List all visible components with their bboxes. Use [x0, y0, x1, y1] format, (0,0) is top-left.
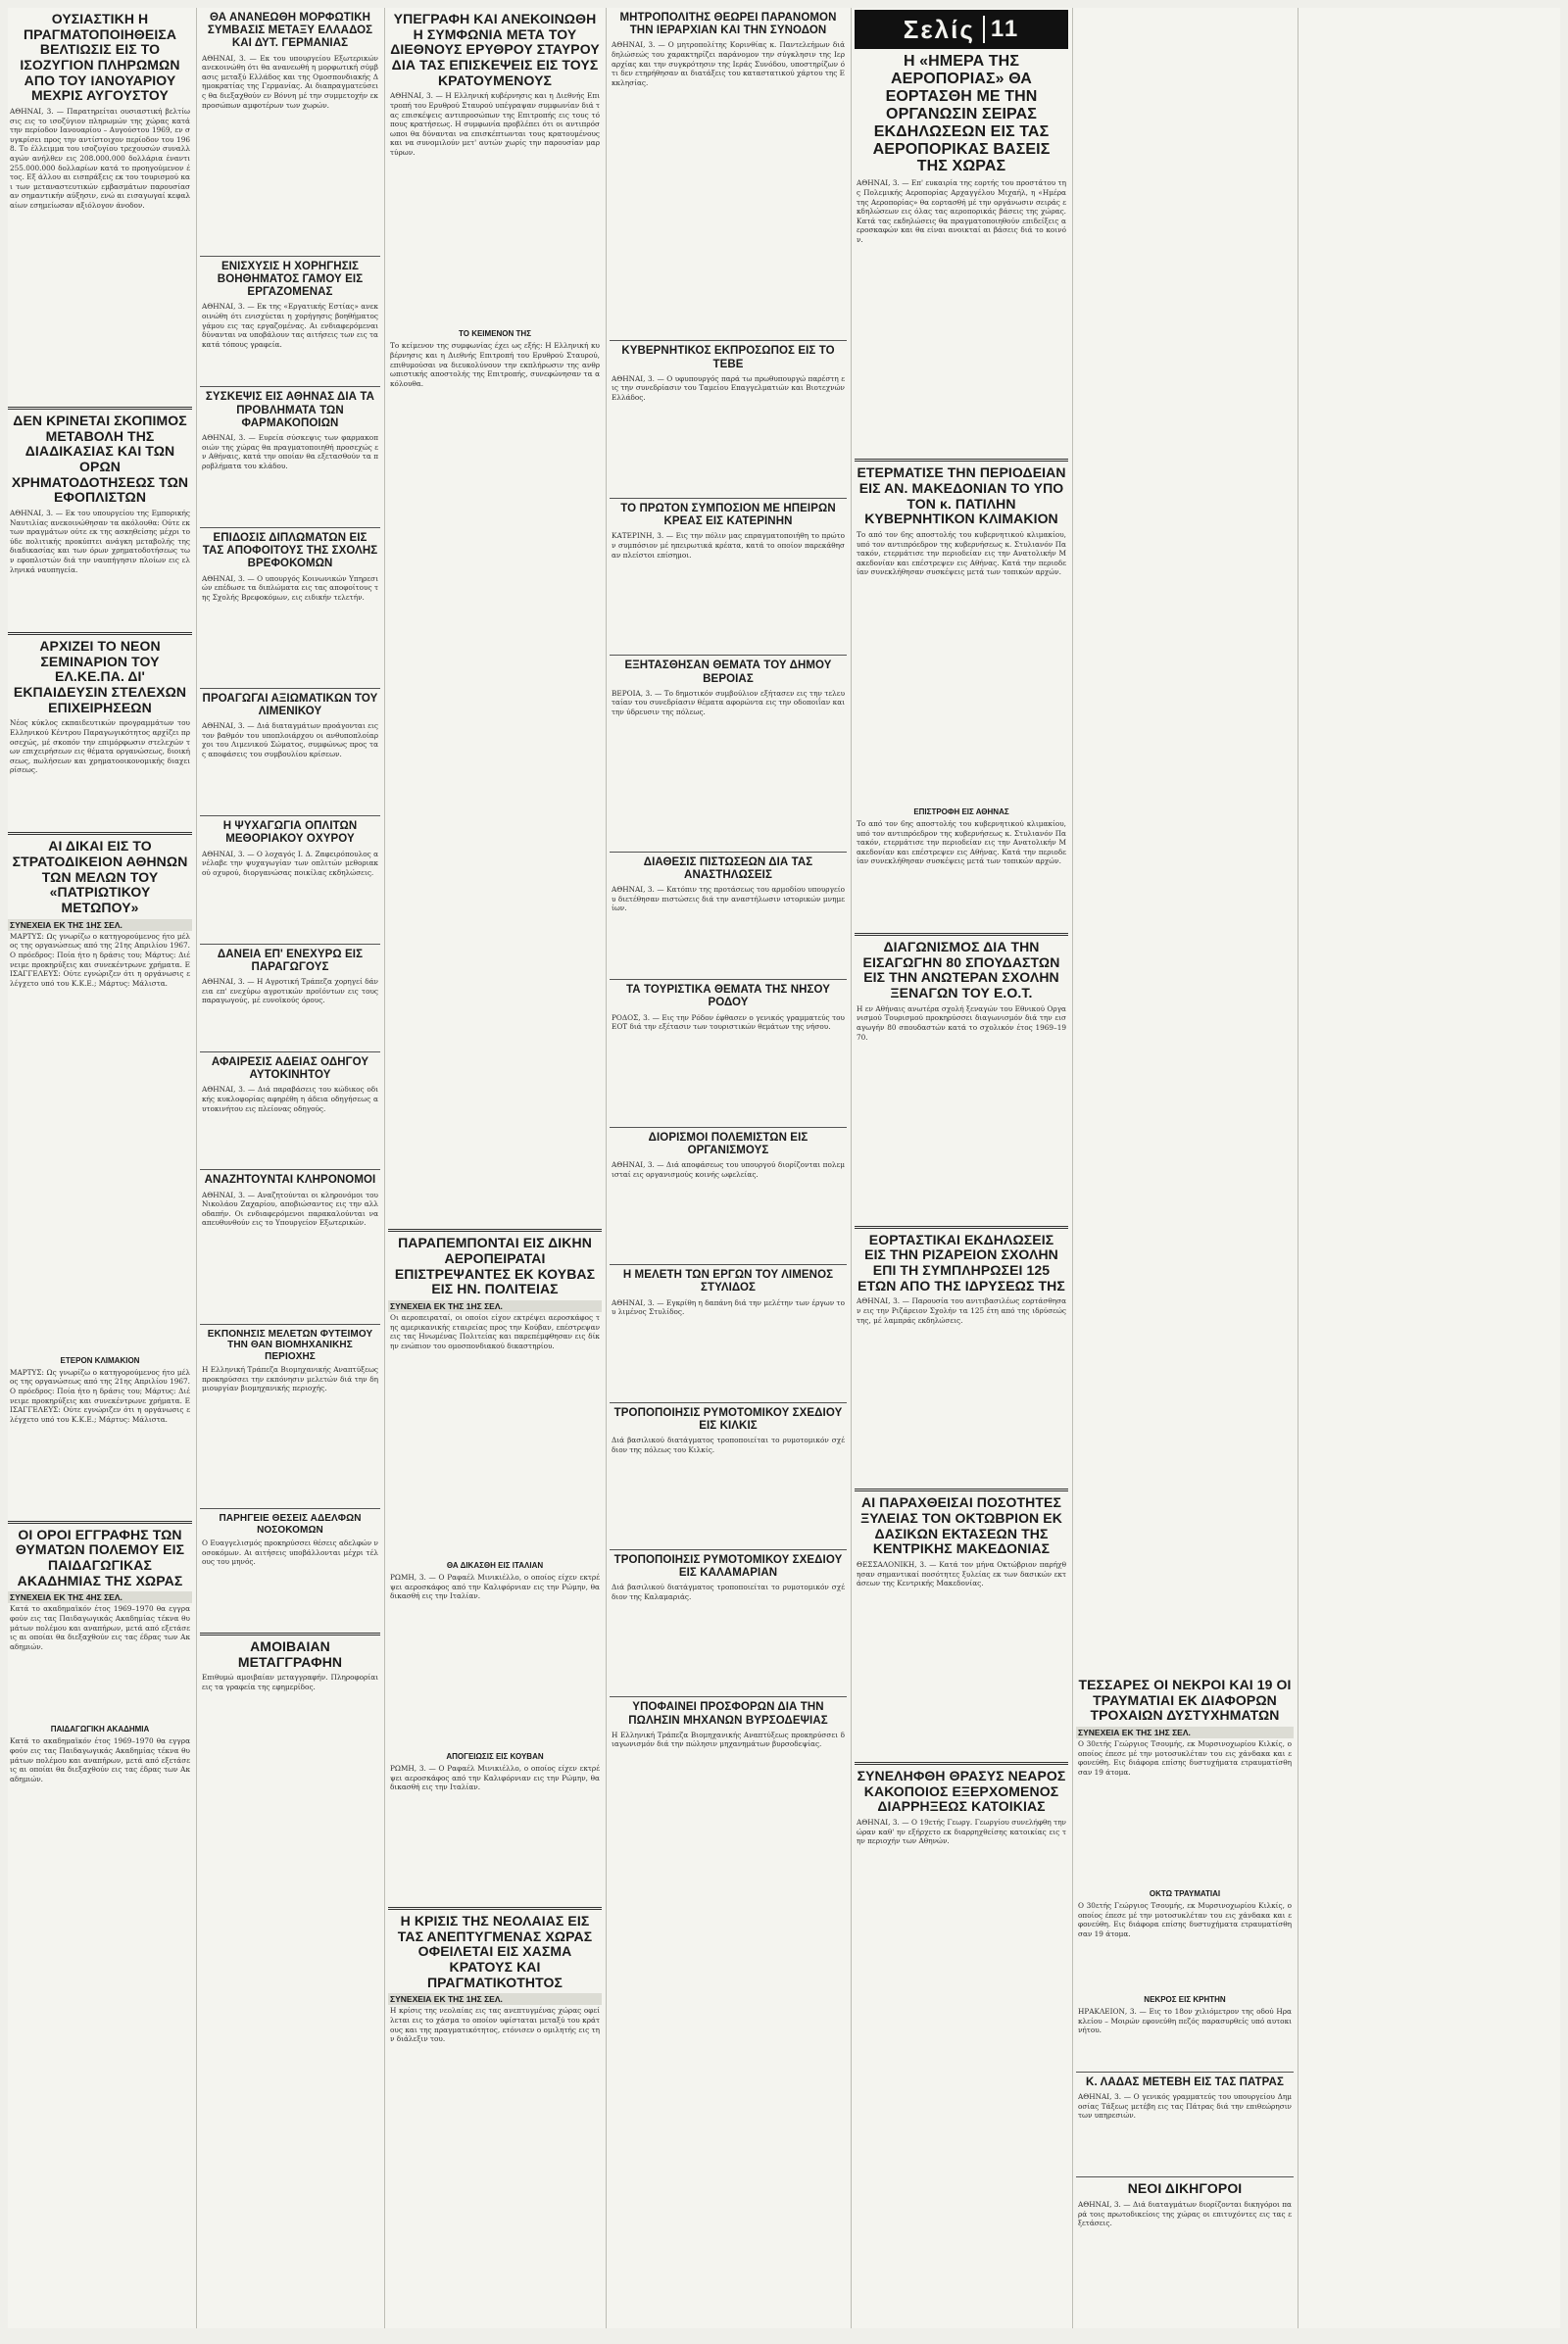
article-body: ΑΘΗΝΑΙ, 3. — Η Αγροτική Τράπεζα χορηγεί δάνεια επ' ενεχύρω αγροτικών προϊόντων εις τους παραγωγούς, μέ ευνοϊκούς όρους.: [202, 976, 378, 1005]
divider: [855, 1762, 1068, 1765]
article-stylida-port: [610, 1269, 847, 1395]
article-coastguard-promotions: [200, 693, 380, 809]
headline: ΕΚΠΟΝΗΣΙΣ ΜΕΛΕΤΩΝ ΦΥΤΕΙΜΟΥ ΤΗΝ ΘΑΝ ΒΙΟΜΗΧΑΝΙΚΗΣ ΠΕΡΙΟΧΗΣ: [207, 1328, 373, 1362]
article-license-revoked: [200, 1056, 380, 1163]
article-body: ΗΡΑΚΛΕΙΟΝ, 3. — Εις το 18ον χιλιόμετρον της οδού Ηρακλείου – Μοιρών εφονεύθη πεζός παρασυρθείς υπό αυτοκινήτου.: [1078, 2007, 1292, 2035]
headline: ΕΟΡΤΑΣΤΙΚΑΙ ΕΚΔΗΛΩΣΕΙΣ ΕΙΣ ΤΗΝ ΡΙΖΑΡΕΙΟΝ ΣΧΟΛΗΝ ΕΠΙ ΤΗ ΣΥΜΠΛΗΡΩΣΕΙ 125 ΕΤΩΝ ΑΠΟ ΤΗΣ ΙΔΡΥΣΕΩΣ ΤΗΣ: [858, 1231, 1065, 1294]
article-tannery-machines: [610, 1701, 847, 2024]
article-body: ΑΘΗΝΑΙ, 3. — Ο γενικός γραμματεύς του υπουργείου Δημοσίας Τάξεως μετέβη εις τας Πάτρας διά την επιθεώρησιν των υπηρεσιών.: [1078, 2092, 1292, 2121]
article-body: ΑΘΗΝΑΙ, 3. — Ο λοχαγός Ι. Δ. Ζαφειρόπουλος ανέλαβε την ψυχαγωγίαν των οπλιτών μεθοριακού οχυρού, διοργανώσας ποικίλας εκδηλώσεις.: [202, 849, 378, 877]
article-pledge-loans: [200, 949, 380, 1046]
article-body: Η Ελληνική Τράπεζα Βιομηχανικής Αναπτύξεως προκηρύσσει διαγωνισμόν διά την πώλησιν μηχανημάτων βυρσοδεψίας.: [612, 1730, 845, 1749]
spacer: [1076, 8, 1294, 1674]
article-veria-municipality: [610, 659, 847, 845]
article-kalamaria-plan: [610, 1554, 847, 1690]
article-guides-school: [855, 940, 1068, 1220]
article-body: ΑΘΗΝΑΙ, 3. — Η Ελληνική κυβέρνησις και η Διεθνής Επιτροπή του Ερυθρού Σταυρού υπέγραψαν συμφωνίαν διά τας επισκέψεις αντιπροσώπων της Επιτροπής εις τους τόπους κρατήσεως. Η συμφωνία προβλέπει ότι οι αντιπρόσωποι θα δύνανται να επισκέπτωνται τους κρατουμένους και να συνομιλούν μετ' αυτών χωρίς την παρουσίαν μαρτύρων.: [390, 91, 600, 157]
headline: ΤΕΣΣΑΡΕΣ ΟΙ ΝΕΚΡΟΙ ΚΑΙ 19 ΟΙ ΤΡΑΥΜΑΤΙΑΙ ΕΚ ΔΙΑΦΟΡΩΝ ΤΡΟΧΑΙΩΝ ΔΥΣΤΥΧΗΜΑΤΩΝ: [1078, 1677, 1292, 1724]
divider: [610, 340, 847, 341]
continued-label: ΣΥΝΕΧΕΙΑ ΕΚ ΤΗΣ 1ΗΣ ΣΕΛ.: [388, 1300, 602, 1312]
headline: ΑΙ ΔΙΚΑΙ ΕΙΣ ΤΟ ΣΤΡΑΤΟΔΙΚΕΙΟΝ ΑΘΗΝΩΝ ΤΩΝ ΜΕΛΩΝ ΤΟΥ «ΠΑΤΡΙΩΤΙΚΟΥ ΜΕΤΩΠΟΥ»: [12, 838, 188, 916]
headline: ΣΥΣΚΕΨΙΣ ΕΙΣ ΑΘΗΝΑΣ ΔΙΑ ΤΑ ΠΡΟΒΛΗΜΑΤΑ ΤΩΝ ΦΑΡΜΑΚΟΠΟΙΩΝ: [205, 391, 375, 429]
article-air-force-day: [855, 53, 1068, 453]
article-war-victims-academies: [8, 1528, 192, 1894]
article-body: ΑΘΗΝΑΙ, 3. — Διά παραβάσεις του κώδικος οδικής κυκλοφορίας αφηρέθη η άδεια οδηγήσεως αυτοκινήτου εις πλείονας οδηγούς.: [202, 1085, 378, 1113]
article-katerini-symposium: [610, 503, 847, 649]
continued-label: ΣΥΝΕΧΕΙΑ ΕΚ ΤΗΣ 1ΗΣ ΣΕΛ.: [1076, 1727, 1294, 1738]
column-3: [384, 8, 602, 2328]
article-body: Διά βασιλικού διατάγματος τροποποιείται το ρυμοτομικόν σχέδιον της πόλεως του Κιλκίς.: [612, 1435, 845, 1454]
article-body: Το από τον 6ης αποστολής του κυβερνητικού κλιμακίου, υπό τον αντιπρόεδρον της κυβερνήσεως κ. Στυλιανόν Πατακόν, ετερμάτισε την περιοδείαν εις την Ανατολικήν Μακεδονίαν και επέστρεψεν εις Αθήνας. Κατά την περιοδείαν συνεκλήθησαν συσκέψεις μετά των τοπικών αρχών.: [857, 530, 1066, 577]
article-body: ΑΘΗΝΑΙ, 3. — Εκ του υπουργείου της Εμπορικής Ναυτιλίας ανεκοινώθησαν τα ακόλουθα: Ούτε εκ των πραγμάτων ούτε εκ της ασκηθείσης μέχρι τούδε πολιτικής προκύπτει ανάγκη μεταβολής της διαδικασίας και των όρων χρηματοδοτήσεως των εφοπλιστών διά την ναυπήγησιν πλοίων εις ελληνικά ναυπηγεία.: [10, 509, 190, 574]
divider: [200, 815, 380, 816]
article-body: Το από τον 6ης αποστολής του κυβερνητικού κλιμακίου, υπό τον αντιπρόεδρον της κυβερνήσεως κ. Στυλιανόν Πατακόν, ετερμάτισε την περιοδείαν εις την Ανατολικήν Μακεδονίαν και επέστρεψεν εις Αθήνας. Κατά την περιοδείαν συνεκλήθησαν συσκέψεις μετά των τοπικών αρχών.: [857, 819, 1066, 866]
article-nurses-positions: [200, 1513, 380, 1627]
article-body: Κατά το ακαδημαϊκόν έτος 1969–1970 θα εγγραφούν εις τας Παιδαγωγικάς Ακαδημίας τέκνα θυμάτων πολέμου και αναπήρων, μετά από εξετάσεις αι οποίαι θα διεξαχθούν εις τας έδρας των Ακαδημιών.: [10, 1736, 190, 1783]
headline: ΑΜΟΙΒΑΙΑΝ ΜΕΤΑΓΓΡΑΦΗΝ: [237, 1638, 343, 1670]
column-7: [1298, 8, 1556, 2328]
subheading: ΠΑΙΔΑΓΩΓΙΚΗ ΑΚΑΔΗΜΙΑ: [50, 1725, 150, 1734]
article-body: Οι αεροπειραταί, οι οποίοι είχον εκτρέψει αεροσκάφος της αμερικανικής εταιρείας προς την Κούβαν, επέστρεψαν εις τας Ηνωμένας Πολιτείας και παρεπέμφθησαν εις δίκην ενώπιον του ομοσπονδιακού δικαστηρίου.: [390, 1313, 600, 1350]
headline: ΤΡΟΠΟΠΟΙΗΣΙΣ ΡΥΜΟΤΟΜΙΚΟΥ ΣΧΕΔΙΟΥ ΕΙΣ ΚΙΛΚΙΣ: [613, 1406, 843, 1432]
article-body: Ο Ευαγγελισμός προκηρύσσει θέσεις αδελφών νοσοκόμων. Αι αιτήσεις υποβάλλονται μέχρι τέλους του μηνός.: [202, 1538, 378, 1567]
column-1: [8, 8, 192, 2328]
headline: ΟΙ ΟΡΟΙ ΕΓΓΡΑΦΗΣ ΤΩΝ ΘΥΜΑΤΩΝ ΠΟΛΕΜΟΥ ΕΙΣ ΠΑΙΔΑΓΩΓΙΚΑΣ ΑΚΑΔΗΜΙΑΣ ΤΗΣ ΧΩΡΑΣ: [15, 1526, 185, 1588]
article-rhodes-tourism: [610, 984, 847, 1120]
article-body: ΑΘΗΝΑΙ, 3. — Ο 19ετής Γεωργ. Γεωργίου συνελήφθη την ώραν καθ' ην εξήρχετο εκ διαρρηχθείσης κατοικίας εις την περιοχήν των Αθηνών.: [857, 1818, 1066, 1846]
headline: ΑΡΧΙΖΕΙ ΤΟ ΝΕΟΝ ΣΕΜΙΝΑΡΙΟΝ ΤΟΥ ΕΛ.ΚΕ.ΠΑ. ΔΙ' ΕΚΠΑΙΔΕΥΣΙΝ ΣΤΕΛΕΧΩΝ ΕΠΙΧΕΙΡΗΣΕΩΝ: [13, 638, 187, 715]
divider: [1076, 2072, 1294, 2073]
headline: ΕΠΙΔΟΣΙΣ ΔΙΠΛΩΜΑΤΩΝ ΕΙΣ ΤΑΣ ΑΠΟΦΟΙΤΟΥΣ ΤΗΣ ΣΧΟΛΗΣ ΒΡΕΦΟΚΟΜΩΝ: [202, 531, 378, 570]
headline: Η «ΗΜΕΡΑ ΤΗΣ ΑΕΡΟΠΟΡΙΑΣ» ΘΑ ΕΟΡΤΑΣΘΗ ΜΕ ΤΗΝ ΟΡΓΑΝΩΣΙΝ ΣΕΙΡΑΣ ΕΚΔΗΛΩΣΕΩΝ ΕΙΣ ΤΑΣ ΑΕΡΟΠΟΡΙΚΑΣ ΒΑΣΕΙΣ ΤΗΣ ΧΩΡΑΣ: [872, 53, 1051, 175]
article-body: ΑΘΗΝΑΙ, 3. — Εκ του υπουργείου Εξωτερικών ανεκοινώθη ότι θα ανανεωθή η μορφωτική σύμβασις μεταξύ Ελλάδος και της Ομοσπονδιακής Δημοκρατίας της Γερμανίας. Αι διαπραγματεύσεις θα διεξαχθούν εν Βόννη μέ την συμμετοχήν εκπροσώπων αμφοτέρων των χωρών.: [202, 53, 378, 110]
article-shipowners-finance: [8, 414, 192, 626]
headline: ΕΞΗΤΑΣΘΗΣΑΝ ΘΕΜΑΤΑ ΤΟΥ ΔΗΜΟΥ ΒΕΡΟΙΑΣ: [624, 659, 832, 685]
divider: [388, 1229, 602, 1232]
article-patras-visit: [1076, 2076, 1294, 2171]
article-rizarios-school: [855, 1233, 1068, 1484]
article-court-martial: [8, 839, 192, 1514]
divider: [8, 407, 192, 410]
article-body: ΑΘΗΝΑΙ, 3. — Εγκρίθη η δαπάνη διά την μελέτην των έργων του λιμένος Στυλίδος.: [612, 1297, 845, 1317]
masthead-title: Σελίς: [903, 14, 975, 44]
divider: [610, 1264, 847, 1265]
divider: [200, 1508, 380, 1509]
divider: [1076, 2176, 1294, 2177]
divider: [388, 1907, 602, 1910]
headline: Η ΚΡΙΣΙΣ ΤΗΣ ΝΕΟΛΑΙΑΣ ΕΙΣ ΤΑΣ ΑΝΕΠΤΥΓΜΕΝΑΣ ΧΩΡΑΣ ΟΦΕΙΛΕΤΑΙ ΕΙΣ ΧΑΣΜΑ ΚΡΑΤΟΥΣ ΚΑΙ ΠΡΑΓΜΑΤΙΚΟΤΗΤΟΣ: [397, 1913, 593, 1990]
divider: [200, 386, 380, 387]
headline: ΑΦΑΙΡΕΣΙΣ ΑΔΕΙΑΣ ΟΔΗΓΟΥ ΑΥΤΟΚΙΝΗΤΟΥ: [211, 1055, 369, 1082]
article-new-lawyers: [1076, 2181, 1294, 2298]
headline: ΑΙ ΠΑΡΑΧΘΕΙΣΑΙ ΠΟΣΟΤΗΤΕΣ ΞΥΛΕΙΑΣ ΤΟΝ ΟΚΤΩΒΡΙΟΝ ΕΚ ΔΑΣΙΚΩΝ ΕΚΤΑΣΕΩΝ ΤΗΣ ΚΕΝΤΡΙΚΗΣ ΜΑΚΕΔΟΝΙΑΣ: [860, 1494, 1062, 1557]
article-body: ΡΩΜΗ, 3. — Ο Ραφαέλ Μινικιέλλο, ο οποίος είχεν εκτρέψει αεροσκάφος από την Καλιφόρνιαν εις την Ρώμην, θα δικασθή εις την Ιταλίαν.: [390, 1764, 600, 1792]
divider: [610, 1549, 847, 1550]
divider: [610, 1402, 847, 1403]
article-soldiers-entertainment: [200, 820, 380, 937]
article-body: ΜΑΡΤΥΣ: Ως γνωρίζω ο κατηγορούμενος ήτο μέλος της οργανώσεως από της 21ης Απριλίου 1967. Ο πρόεδρος: Ποία ήτο η δράσις του; Μάρτυς: Διένειμε προκηρύξεις και συνεκέντρωνε χρήματα. ΕΙΣΑΓΓΕΛΕΥΣ: Ούτε εγνώριζεν ότι η οργάνωσις ελέγχετο υπό του Κ.Κ.Ε.; Μάρτυς: Μάλιστα.: [10, 931, 190, 988]
continued-label: ΣΥΝΕΧΕΙΑ ΕΚ ΤΗΣ 1ΗΣ ΣΕΛ.: [8, 919, 192, 931]
headline: Η ΨΥΧΑΓΩΓΙΑ ΟΠΛΙΤΩΝ ΜΕΘΟΡΙΑΚΟΥ ΟΧΥΡΟΥ: [222, 820, 358, 846]
article-crete-death: [1076, 1995, 1294, 2066]
article-body: ΑΘΗΝΑΙ, 3. — Ο μητροπολίτης Κορινθίας κ. Παντελεήμων διά δηλώσεώς του χαρακτηρίζει παράνομον την σύγκλησιν της Ιεραρχίας και την συγκρότησιν της Ιεράς Συνόδου, υποστηρίζων ότι δεν ετηρήθησαν αι διατάξεις του καταστατικού χάρτου της Εκκλησίας.: [612, 40, 845, 87]
article-traffic-accidents: [1076, 1678, 1294, 1989]
headline: ΔΑΝΕΙΑ ΕΠ' ΕΝΕΧΥΡΩ ΕΙΣ ΠΑΡΑΓΩΓΟΥΣ: [217, 948, 364, 973]
article-red-cross-agreement: [388, 12, 602, 1223]
article-body: ΑΘΗΝΑΙ, 3. — Διά διαταγμάτων διορίζονται δικηγόροι παρά τοις πρωτοδικείοις της χώρας οι επιτυχόντες εις τας εξετάσεις.: [1078, 2199, 1292, 2228]
headline: ΜΗΤΡΟΠΟΛΙΤΗΣ ΘΕΩΡΕΙ ΠΑΡΑΝΟΜΟΝ ΤΗΝ ΙΕΡΑΡΧΙΑΝ ΚΑΙ ΤΗΝ ΣΥΝΟΔΟΝ: [619, 12, 837, 37]
article-body: ΑΘΗΝΑΙ, 3. — Διά διαταγμάτων προάγονται εις τον βαθμόν του υποπλοιάρχου οι ανθυποπλοίαρχοι του Λιμενικού Σώματος, συμφώνως προς τας αποφάσεις του συμβουλίου κρίσεων.: [202, 721, 378, 758]
article-body: Ο 30ετής Γεώργιος Τσουμής, εκ Μυρσινοχωρίου Κιλκίς, ο οποίος έπεσε μέ την μοτοσυκλέταν του εις χάνδακα και εφονεύθη. Εις διάφορα επίσης δυστυχήματα ετραυματίσθησαν 19 άτομα.: [1078, 1739, 1292, 1777]
article-body: Νέος κύκλος εκπαιδευτικών προγραμμάτων του Ελληνικού Κέντρου Παραγωγικότητος αρχίζει προσεχώς, μέ σκοπόν την επιμόρφωσιν στελεχών των επιχειρήσεων εις θέματα οργανώσεως, διοικήσεως, πωλήσεων και χρηματοοικονομικής διαχειρίσεως.: [10, 718, 190, 775]
headline: Κ. ΛΑΔΑΣ ΜΕΤΕΒΗ ΕΙΣ ΤΑΣ ΠΑΤΡΑΣ: [1086, 2076, 1284, 2089]
article-youth-crisis: [388, 1914, 602, 2202]
divider: [610, 498, 847, 499]
divider: [610, 979, 847, 980]
article-body: ΑΘΗΝΑΙ, 3. — Παρατηρείται ουσιαστική βελτίωσις εις το ισοζύγιον πληρωμών της χώρας κατά την περίοδον Ιανουαρίου – Αυγούστου 1969, εν συγκρίσει προς την αντίστοιχον περίοδον του 1968. Το έλλειμμα του ισοζυγίου τρεχουσών συναλλαγών ανήλθεν εις 208.000.000 δολλάρια έναντι 255.000.000 δολλαρίων κατά το προηγούμενον έτος. Εξ άλλου αι εισπράξεις εκ του τουρισμού και των μεταναστευτικών εμβασμάτων παρουσίασαν σημαντικήν αύξησιν, ενώ αι εισαγωγαί κεφαλαίων εσημείωσαν αξιόλογον άνοδον.: [10, 107, 190, 210]
headline: ΣΥΝΕΛΗΦΘΗ ΘΡΑΣΥΣ ΝΕΑΡΟΣ ΚΑΚΟΠΟΙΟΣ ΕΞΕΡΧΟΜΕΝΟΣ ΔΙΑΡΡΗΞΕΩΣ ΚΑΤΟΙΚΙΑΣ: [857, 1768, 1066, 1815]
column-5: [851, 8, 1068, 2328]
column-6: [1072, 8, 1294, 2328]
article-nursery-diplomas: [200, 532, 380, 682]
divider: [855, 1489, 1068, 1491]
article-body: ΘΕΣΣΑΛΟΝΙΚΗ, 3. — Κατά τον μήνα Οκτώβριον παρήχθησαν σημαντικαί ποσότητες ξυλείας εκ των δασικών εκτάσεων της Κεντρικής Μακεδονίας.: [857, 1560, 1066, 1588]
spacer: [1301, 8, 1556, 2328]
subheading: ΘΑ ΔΙΚΑΣΘΗ ΕΙΣ ΙΤΑΛΙΑΝ: [446, 1561, 544, 1571]
divider: [200, 688, 380, 689]
headline: ΝΕΟΙ ΔΙΚΗΓΟΡΟΙ: [1127, 2180, 1243, 2197]
headline: ΔΙΑΘΕΣΙΣ ΠΙΣΤΩΣΕΩΝ ΔΙΑ ΤΑΣ ΑΝΑΣΤΗΛΩΣΕΙΣ: [643, 855, 813, 881]
subheading: ΕΠΙΣΤΡΟΦΗ ΕΙΣ ΑΘΗΝΑΣ: [913, 807, 1009, 817]
divider: [200, 1169, 380, 1170]
article-government-tour: [855, 465, 1068, 927]
article-body: ΑΘΗΝΑΙ, 3. — Ο υφυπουργός παρά τω πρωθυπουργώ παρέστη εις την συνεδρίασιν του Ταμείου Επαγγελματιών και Βιοτεχνών Ελλάδος.: [612, 373, 845, 403]
headline: ΠΡΟΑΓΩΓΑΙ ΑΞΙΩΜΑΤΙΚΩΝ ΤΟΥ ΛΙΜΕΝΙΚΟΥ: [202, 692, 378, 717]
article-body: Ο 30ετής Γεώργιος Τσουμής, εκ Μυρσινοχωρίου Κιλκίς, ο οποίος έπεσε μέ την μοτοσυκλέταν του εις χάνδακα και εφονεύθη. Εις διάφορα επίσης δυστυχήματα ετραυματίσθησαν 19 άτομα.: [1078, 1901, 1292, 1938]
page-masthead: [855, 10, 1068, 49]
article-body: Το κείμενον της συμφωνίας έχει ως εξής: Η Ελληνική κυβέρνησις και η Διεθνής Επιτροπή του Ερυθρού Σταυρού, επιθυμούσαι να διευκολύνουν την εκπλήρωσιν της ανθρωπιστικής αποστολής της Επιτροπής, συνεφώνησαν τα ακόλουθα.: [390, 341, 600, 388]
divider: [855, 933, 1068, 936]
subheading: ΑΠΟΓΕΙΩΣΙΣ ΕΙΣ ΚΟΥΒΑΝ: [446, 1752, 544, 1762]
headline: ΤΑ ΤΟΥΡΙΣΤΙΚΑ ΘΕΜΑΤΑ ΤΗΣ ΝΗΣΟΥ ΡΟΔΟΥ: [625, 984, 831, 1009]
headline: ΔΙΑΓΩΝΙΣΜΟΣ ΔΙΑ ΤΗΝ ΕΙΣΑΓΩΓΗΝ 80 ΣΠΟΥΔΑΣΤΩΝ ΕΙΣ ΤΗΝ ΑΝΩΤΕΡΑΝ ΣΧΟΛΗΝ ΞΕΝΑΓΩΝ ΤΟΥ Ε.Ο.Τ.: [862, 939, 1060, 1001]
article-tebe: [610, 345, 847, 491]
headline: ΚΥΒΕΡΝΗΤΙΚΟΣ ΕΚΠΡΟΣΩΠΟΣ ΕΙΣ ΤΟ ΤΕΒΕ: [621, 345, 835, 370]
headline: ΕΝΙΣΧΥΣΙΣ Η ΧΟΡΗΓΗΣΙΣ ΒΟΗΘΗΜΑΤΟΣ ΓΑΜΟΥ ΕΙΣ ΕΡΓΑΖΟΜΕΝΑΣ: [217, 260, 364, 299]
subheading: ΝΕΚΡΟΣ ΕΙΣ ΚΡΗΤΗΝ: [1144, 1995, 1226, 2005]
article-body: ΑΘΗΝΑΙ, 3. — Κατόπιν της προτάσεως του αρμοδίου υπουργείου διετέθησαν πιστώσεις διά την αναστήλωσιν ιστορικών μνημείων.: [612, 885, 845, 913]
divider: [855, 1226, 1068, 1229]
article-burglar-arrested: [855, 1769, 1068, 2112]
continued-label: ΣΥΝΕΧΕΙΑ ΕΚ ΤΗΣ 4ΗΣ ΣΕΛ.: [8, 1591, 192, 1603]
article-kilkis-plan: [610, 1407, 847, 1543]
headline: ΟΥΣΙΑΣΤΙΚΗ Η ΠΡΑΓΜΑΤΟΠΟΙΗΘΕΙΣΑ ΒΕΛΤΙΩΣΙΣ ΕΙΣ ΤΟ ΙΣΟΖΥΓΙΟΝ ΠΛΗΡΩΜΩΝ ΑΠΟ ΤΟΥ ΙΑΝΟΥΑΡΙΟΥ ΜΕΧΡΙΣ ΑΥΓΟΥΣΤΟΥ: [20, 11, 180, 104]
article-marriage-allowance: [200, 261, 380, 381]
subheading: ΟΚΤΩ ΤΡΑΥΜΑΤΙΑΙ: [1149, 1889, 1221, 1899]
column-2: [196, 8, 380, 2328]
headline: Η ΜΕΛΕΤΗ ΤΩΝ ΕΡΓΩΝ ΤΟΥ ΛΙΜΕΝΟΣ ΣΤΥΛΙΔΟΣ: [622, 1269, 834, 1294]
headline: ΕΤΕΡΜΑΤΙΣΕ ΤΗΝ ΠΕΡΙΟΔΕΙΑΝ ΕΙΣ ΑΝ. ΜΑΚΕΔΟΝΙΑΝ ΤΟ ΥΠΟ ΤΟΝ κ. ΠΑΤΙΛΗΝ ΚΥΒΕΡΝΗΤΙΚΟΝ ΚΛΙΜΑΚΙΟΝ: [857, 464, 1066, 527]
article-body: ΑΘΗΝΑΙ, 3. — Διά αποφάσεως του υπουργού διορίζονται πολεμισταί εις οργανισμούς κοινής ωφελείας.: [612, 1160, 845, 1179]
divider: [8, 832, 192, 835]
article-mutual-transfer: [200, 1639, 380, 1820]
divider: [610, 655, 847, 656]
article-body: ΡΩΜΗ, 3. — Ο Ραφαέλ Μινικιέλλο, ο οποίος είχεν εκτρέψει αεροσκάφος από την Καλιφόρνιαν εις την Ρώμην, θα δικασθή εις την Ιταλίαν.: [390, 1573, 600, 1601]
article-payments-balance: [8, 12, 192, 401]
subheading: ΕΤΕΡΟΝ ΚΛΙΜΑΚΙΟΝ: [60, 1355, 140, 1365]
page-number: 11: [983, 16, 1019, 43]
divider: [200, 1633, 380, 1636]
divider: [200, 1324, 380, 1325]
article-body: Η Ελληνική Τράπεζα Βιομηχανικής Αναπτύξεως προκηρύσσει την εκπόνησιν μελετών διά την δημιουργίαν βιομηχανικής περιοχής.: [202, 1365, 378, 1393]
article-body: Η κρίσις της νεολαίας εις τας ανεπτυγμένας χώρας οφείλεται εις το χάσμα το οποίον υφίσταται μεταξύ του κράτους και της πραγματικότητος, ετόνισεν ο ομιλητής εις την διάλεξιν του.: [390, 2006, 600, 2044]
headline: ΥΠΟΦΑΙΝΕΙ ΠΡΟΣΦΟΡΩΝ ΔΙΑ ΤΗΝ ΠΩΛΗΣΙΝ ΜΗΧΑΝΩΝ ΒΥΡΣΟΔΕΨΙΑΣ: [628, 1701, 828, 1727]
divider: [610, 852, 847, 853]
article-body: ΚΑΤΕΡΙΝΗ, 3. — Εις την πόλιν μας επραγματοποιήθη το πρώτον συμπόσιον μέ ηπειρωτικά κρέατα, κατά το οποίον παρεκάθησαν πλείστοι επίσημοι.: [612, 531, 845, 560]
divider: [8, 1521, 192, 1524]
divider: [200, 1051, 380, 1052]
article-body: Επιθυμώ αμοιβαίαν μεταγγραφήν. Πληροφορίαι εις τα γραφεία της εφημερίδος.: [202, 1673, 378, 1692]
headline: ΘΑ ΑΝΑΝΕΩΘΗ ΜΟΡΦΩΤΙΚΗ ΣΥΜΒΑΣΙΣ ΜΕΤΑΞΥ ΕΛΛΑΔΟΣ ΚΑΙ ΔΥΤ. ΓΕΡΜΑΝΙΑΣ: [207, 12, 373, 50]
article-cultural-agreement: [200, 12, 380, 250]
article-veterans-appointments: [610, 1132, 847, 1258]
article-body: Η εν Αθήναις ανωτέρα σχολή ξεναγών του Εθνικού Οργανισμού Τουρισμού προκηρύσσει διαγωνισμόν διά την εισαγωγήν 80 σπουδαστών κατά το σχολικόν έτος 1969–1970.: [857, 1003, 1066, 1042]
article-timber-production: [855, 1495, 1068, 1756]
newspaper-page: [8, 8, 1560, 2328]
headline: ΤΡΟΠΟΠΟΙΗΣΙΣ ΡΥΜΟΤΟΜΙΚΟΥ ΣΧΕΔΙΟΥ ΕΙΣ ΚΑΛΑΜΑΡΙΑΝ: [613, 1553, 843, 1580]
article-body: ΑΘΗΝΑΙ, 3. — Εκ της «Εργατικής Εστίας» ανεκοινώθη ότι ενισχύεται η χορήγησις βοηθήματος γάμου εις τας εργαζομένας. Αι ενδιαφερόμεναι δύνανται να υποβάλουν τας αιτήσεις των εις τα κατά τόπους γραφεία.: [202, 302, 378, 349]
article-body: ΒΕΡΟΙΑ, 3. — Το δημοτικόν συμβούλιον εξήτασεν εις την τελευταίαν του συνεδρίασιν θέματα αφορώντα εις την οδοποιΐαν και την ύδρευσιν της πόλεως.: [612, 688, 845, 716]
article-body: ΜΑΡΤΥΣ: Ως γνωρίζω ο κατηγορούμενος ήτο μέλος της οργανώσεως από της 21ης Απριλίου 1967. Ο πρόεδρος: Ποία ήτο η δράσις του; Μάρτυς: Διένειμε προκηρύξεις και συνεκέντρωνε χρήματα. ΕΙΣΑΓΓΕΛΕΥΣ: Ούτε εγνώριζεν ότι η οργάνωσις ελέγχετο υπό του Κ.Κ.Ε.; Μάρτυς: Μάλιστα.: [10, 1367, 190, 1424]
headline: ΥΠΕΓΡΑΦΗ ΚΑΙ ΑΝΕΚΟΙΝΩΘΗ Η ΣΥΜΦΩΝΙΑ ΜΕΤΑ ΤΟΥ ΔΙΕΘΝΟΥΣ ΕΡΥΘΡΟΥ ΣΤΑΥΡΟΥ ΔΙΑ ΤΑΣ ΕΠΙΣΚΕΨΕΙΣ ΕΙΣ ΤΟΥΣ ΚΡΑΤΟΥΜΕΝΟΥΣ: [390, 11, 600, 88]
divider: [855, 459, 1068, 462]
headline: ΠΑΡΗΓΕΙΕ ΘΕΣΕΙΣ ΑΔΕΛΦΩΝ ΝΟΣΟΚΟΜΩΝ: [219, 1513, 362, 1536]
headline: ΠΑΡΑΠΕΜΠΟΝΤΑΙ ΕΙΣ ΔΙΚΗΝ ΑΕΡΟΠΕΙΡΑΤΑΙ ΕΠΙΣΤΡΕΨΑΝΤΕΣ ΕΚ ΚΟΥΒΑΣ ΕΙΣ ΗΝ. ΠΟΛΙΤΕΙΑΣ: [394, 1235, 596, 1297]
article-industrial-studies: [200, 1329, 380, 1503]
article-metropolitan: [610, 12, 847, 334]
divider: [8, 632, 192, 635]
article-pharmacists: [200, 391, 380, 521]
divider: [610, 1127, 847, 1128]
divider: [200, 256, 380, 257]
article-heirs-sought: [200, 1174, 380, 1317]
article-body: ΑΘΗΝΑΙ, 3. — Ο υπουργός Κοινωνικών Υπηρεσιών επέδωσε τα διπλώματα εις τας αποφοίτους της Σχολής Βρεφοκόμων, εις ειδικήν τελετήν.: [202, 573, 378, 602]
headline: ΑΝΑΖΗΤΟΥΝΤΑΙ ΚΛΗΡΟΝΟΜΟΙ: [204, 1174, 376, 1187]
continued-label: ΣΥΝΕΧΕΙΑ ΕΚ ΤΗΣ 1ΗΣ ΣΕΛ.: [388, 1993, 602, 2005]
article-elkepa-seminar: [8, 639, 192, 826]
headline: ΔΙΟΡΙΣΜΟΙ ΠΟΛΕΜΙΣΤΩΝ ΕΙΣ ΟΡΓΑΝΙΣΜΟΥΣ: [648, 1131, 808, 1156]
divider: [200, 527, 380, 528]
subheading: ΤΟ ΚΕΙΜΕΝΟΝ ΤΗΣ: [459, 329, 531, 339]
column-4: [606, 8, 847, 2328]
divider: [200, 944, 380, 945]
article-body: ΑΘΗΝΑΙ, 3. — Παρουσία του ανιτιβασιλέως εορτάσθησαν εις την Ριζάρειον Σχολήν τα 125 έτη από της ιδρύσεώς της, μέ λαμπράς εκδηλώσεις.: [857, 1296, 1066, 1325]
article-body: Κατά το ακαδημαϊκόν έτος 1969–1970 θα εγγραφούν εις τας Παιδαγωγικάς Ακαδημίας τέκνα θυμάτων πολέμου και αναπήρων, μετά από εξετάσεις αι οποίαι θα διεξαχθούν εις τας έδρας των Ακαδημιών.: [10, 1604, 190, 1651]
divider: [610, 1696, 847, 1697]
article-body: ΑΘΗΝΑΙ, 3. — Ευρεία σύσκεψις των φαρμακοποιών της χώρας θα πραγματοποιηθή προσεχώς εν Αθήναις, κατά την οποίαν θα εξετασθούν τα προβλήματα του κλάδου.: [202, 432, 378, 470]
article-restoration-credits: [610, 856, 847, 973]
headline: ΔΕΝ ΚΡΙΝΕΤΑΙ ΣΚΟΠΙΜΟΣ ΜΕΤΑΒΟΛΗ ΤΗΣ ΔΙΑΔΙΚΑΣΙΑΣ ΚΑΙ ΤΩΝ ΟΡΩΝ ΧΡΗΜΑΤΟΔΟΤΗΣΕΩΣ ΤΩΝ ΕΦΟΠΛΙΣΤΩΝ: [11, 413, 189, 506]
article-body: Διά βασιλικού διατάγματος τροποποιείται το ρυμοτομικόν σχέδιον της Καλαμαριάς.: [612, 1583, 845, 1601]
article-body: ΡΟΔΟΣ, 3. — Εις την Ρόδον έφθασεν ο γενικός γραμματεύς του ΕΟΤ διά την εξέτασιν των τουριστικών θεμάτων της νήσου.: [612, 1012, 845, 1032]
article-body: ΑΘΗΝΑΙ, 3. — Αναζητούνται οι κληρονόμοι του Νικολάου Ζαχαρίου, αποβιώσαντος εις την αλλοδαπήν. Οι ενδιαφερόμενοι παρακαλούνται να απευθυνθούν εις το Υπουργείον Εξωτερικών.: [202, 1190, 378, 1228]
headline: ΤΟ ΠΡΩΤΟΝ ΣΥΜΠΟΣΙΟΝ ΜΕ ΗΠΕΙΡΩΝ ΚΡΕΑΣ ΕΙΣ ΚΑΤΕΡΙΝΗΝ: [620, 502, 836, 528]
article-body: ΑΘΗΝΑΙ, 3. — Επ' ευκαιρία της εορτής του προστάτου της Πολεμικής Αεροπορίας Αρχαγγέλου Μιχαήλ, η «Ημέρα της Αεροπορίας» θα εορτασθή μέ την οργάνωσιν σειράς εκδηλώσεων εις όλας τας αεροπορικάς βάσεις της χώρας. Κατά τας εκδηλώσεις θα πραγματοποιηθούν επιδείξεις αεροσκαφών και θα είναι ανοικταί αι βάσεις διά το κοινόν.: [857, 178, 1066, 244]
article-hijackers-trial: [388, 1236, 602, 1901]
